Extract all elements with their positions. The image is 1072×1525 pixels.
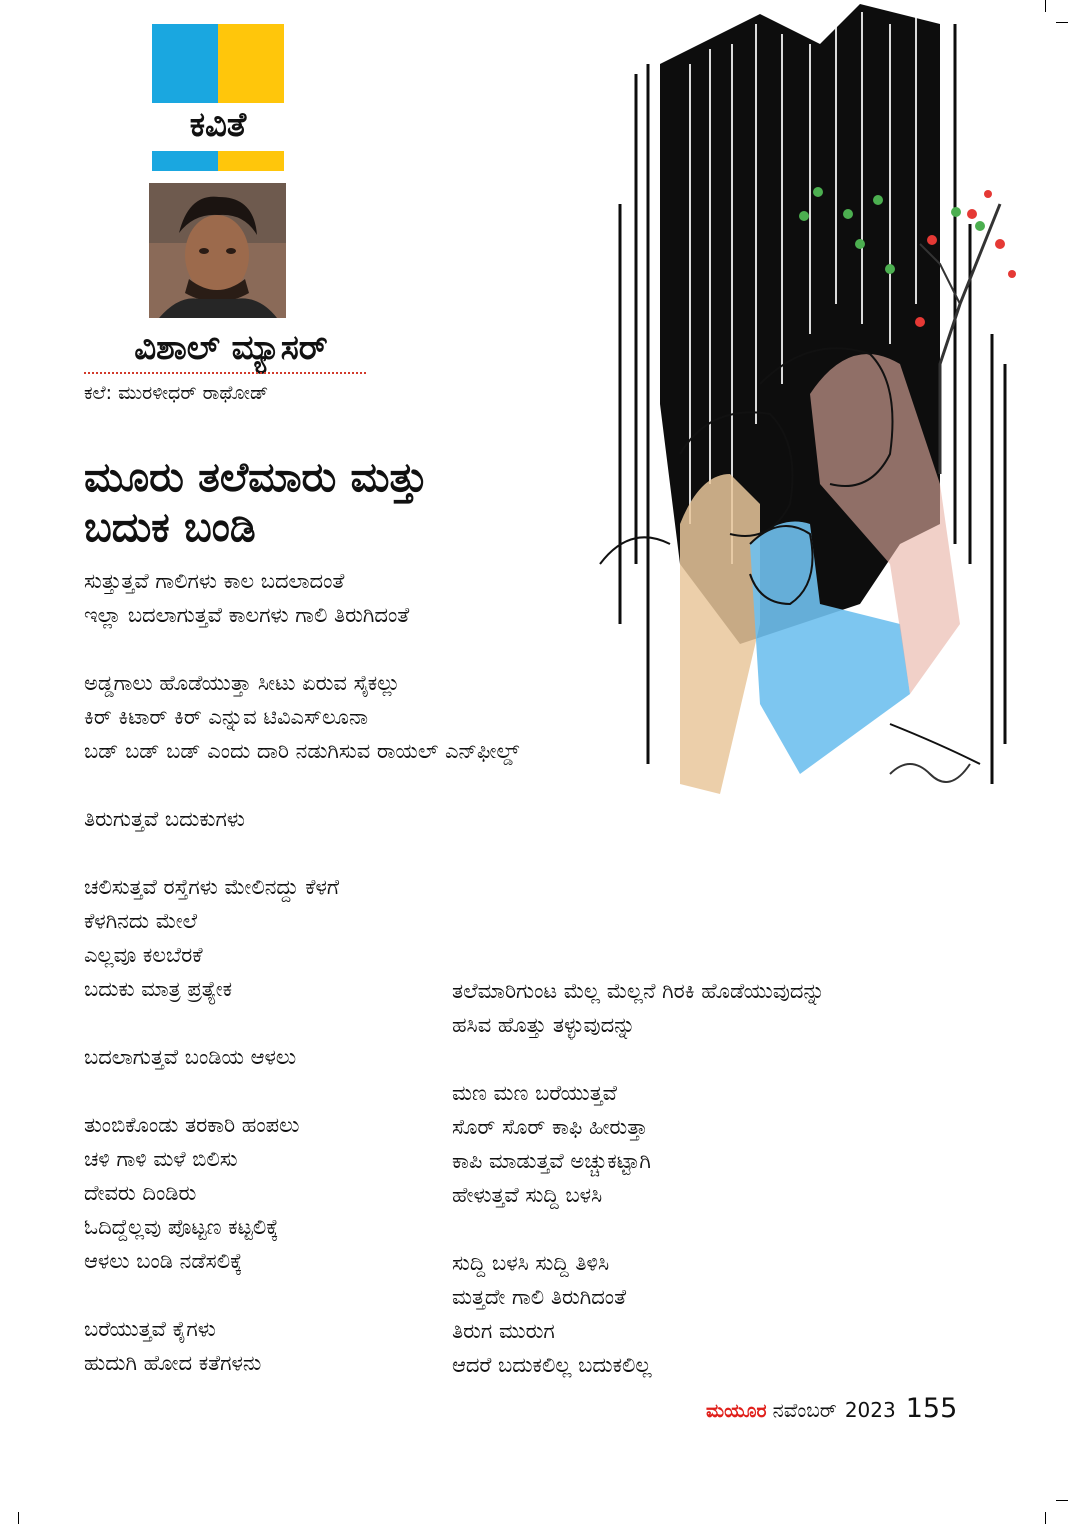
poem-line: ಹೇಳುತ್ತವೆ ಸುದ್ದಿ ಬಳಸಿ [452, 1183, 603, 1207]
section-color-badge [152, 24, 284, 103]
crop-mark [1045, 1512, 1046, 1524]
poem-line: ಅಡ್ಡಗಾಲು ಹೊಡೆಯುತ್ತಾ ಸೀಟು ಏರುವ ಸೈಕಲ್ಲು [84, 671, 400, 695]
poem-line: ಸುದ್ದಿ ಬಳಸಿ ಸುದ್ದಿ ತಿಳಿಸಿ [452, 1251, 610, 1275]
section-color-bar [152, 151, 284, 171]
art-credit: ಕಲೆ: ಮುರಳೀಧರ್ ರಾಥೋಡ್ [84, 382, 269, 404]
page-footer [706, 1392, 957, 1428]
poem-line: ತಲೆಮಾರಿಗುಂಟ ಮೆಲ್ಲ ಮೆಲ್ಲನೆ ಗಿರಕಿ ಹೊಡೆಯುವುದನ್ನು [452, 979, 825, 1003]
poem-line: ಸೊರ್ ಸೊರ್ ಕಾಫಿ ಹೀರುತ್ತಾ [452, 1115, 648, 1139]
poem-line: ಬದಲಾಗುತ್ತವೆ ಬಂಡಿಯ ಆಳಲು [84, 1045, 297, 1069]
poem-line: ತಿರುಗ ಮುರುಗ [452, 1319, 555, 1343]
poem-line: ಇಲ್ಲಾ ಬದಲಾಗುತ್ತವೆ ಕಾಲಗಳು ಗಾಲಿ ತಿರುಗಿದಂತೆ [84, 603, 410, 627]
section-label: ಕವಿತೆ [189, 105, 247, 145]
poem-title-line: ಮೂರು ತಲೆಮಾರು ಮತ್ತು [84, 453, 428, 501]
issue-month: ನವೆಂಬರ್ [772, 1398, 837, 1422]
magazine-logo: ಮಯೂರ [706, 1400, 767, 1422]
poem-column-right [452, 974, 825, 1382]
poem-line: ಚಲಿಸುತ್ತವೆ ರಸ್ತೆಗಳು ಮೇಲಿನದ್ದು ಕೆಳಗೆ [84, 875, 340, 899]
poem-line: ಚಳಿ ಗಾಳಿ ಮಳೆ ಬಿಲಿಸು [84, 1147, 238, 1171]
poem-title [84, 452, 428, 552]
poem-line: ಹುದುಗಿ ಹೋದ ಕತೆಗಳನು [84, 1351, 262, 1375]
dotted-divider [84, 372, 366, 374]
poem-illustration [560, 4, 1020, 804]
poem-line: ಕಿರ್ ಕಿಟಾರ್ ಕಿರ್ ಎನ್ನುವ ಟಿವಿಎಸ್‌ಲೂನಾ [84, 705, 369, 729]
poem-line: ಕಾಪಿ ಮಾಡುತ್ತವೆ ಅಚ್ಚುಕಟ್ಟಾಗಿ [452, 1149, 651, 1173]
poem-title-line: ಬದುಕ ಬಂಡಿ [84, 503, 256, 551]
poem-line: ಆಳಲು ಬಂಡಿ ನಡೆಸಲಿಕ್ಕೆ [84, 1249, 243, 1273]
poem-line: ತಿರುಗುತ್ತವೆ ಬದುಕುಗಳು [84, 807, 245, 831]
issue-year: 2023 [844, 1398, 896, 1422]
author-photo [149, 183, 286, 318]
poem-line: ಮತ್ತದೇ ಗಾಲಿ ತಿರುಗಿದಂತೆ [452, 1285, 627, 1309]
poem-line: ಬದುಕು ಮಾತ್ರ ಪ್ರತ್ಯೇಕ [84, 977, 233, 1001]
poem-line: ಬರೆಯುತ್ತವೆ ಕೈಗಳು [84, 1317, 216, 1341]
poem-line: ಸುತ್ತುತ್ತವೆ ಗಾಲಿಗಳು ಕಾಲ ಬದಲಾದಂತೆ [84, 569, 345, 593]
poem-line: ಎಲ್ಲವೂ ಕಲಬೆರಕೆ [84, 943, 203, 967]
poem-line: ದೇವರು ದಿಂಡಿರು [84, 1181, 197, 1205]
crop-mark [18, 1512, 19, 1524]
poem-line: ಬಡ್ ಬಡ್ ಬಡ್ ಎಂದು ದಾರಿ ನಡುಗಿಸುವ ರಾಯಲ್ ಎನ್‌ಫೀಲ್ಡ್ [84, 739, 520, 763]
poem-line: ಮಣ ಮಣ ಬರೆಯುತ್ತವೆ [452, 1081, 617, 1105]
author-name: ವಿಶಾಲ್ ಮ್ಯಾಸರ್ [134, 328, 328, 368]
crop-mark [1056, 22, 1068, 23]
poem-line: ಓದಿದ್ದೆಲ್ಲವು ಪೊಟ್ಟಣ ಕಟ್ಟಲಿಕ್ಕೆ [84, 1215, 279, 1239]
poem-line: ಆದರೆ ಬದುಕಲಿಲ್ಲ ಬದುಕಲಿಲ್ಲ [452, 1353, 652, 1377]
page-number: 155 [905, 1393, 958, 1424]
crop-mark [1045, 0, 1046, 12]
poem-line: ತುಂಬಿಕೊಂಡು ತರಕಾರಿ ಹಂಪಲು [84, 1113, 300, 1137]
crop-mark [1056, 1500, 1068, 1501]
poem-line: ಕೆಳಗಿನದು ಮೇಲೆ [84, 909, 198, 933]
poem-line: ಹಸಿವ ಹೊತ್ತು ತಳ್ಳುವುದನ್ನು [452, 1013, 636, 1037]
